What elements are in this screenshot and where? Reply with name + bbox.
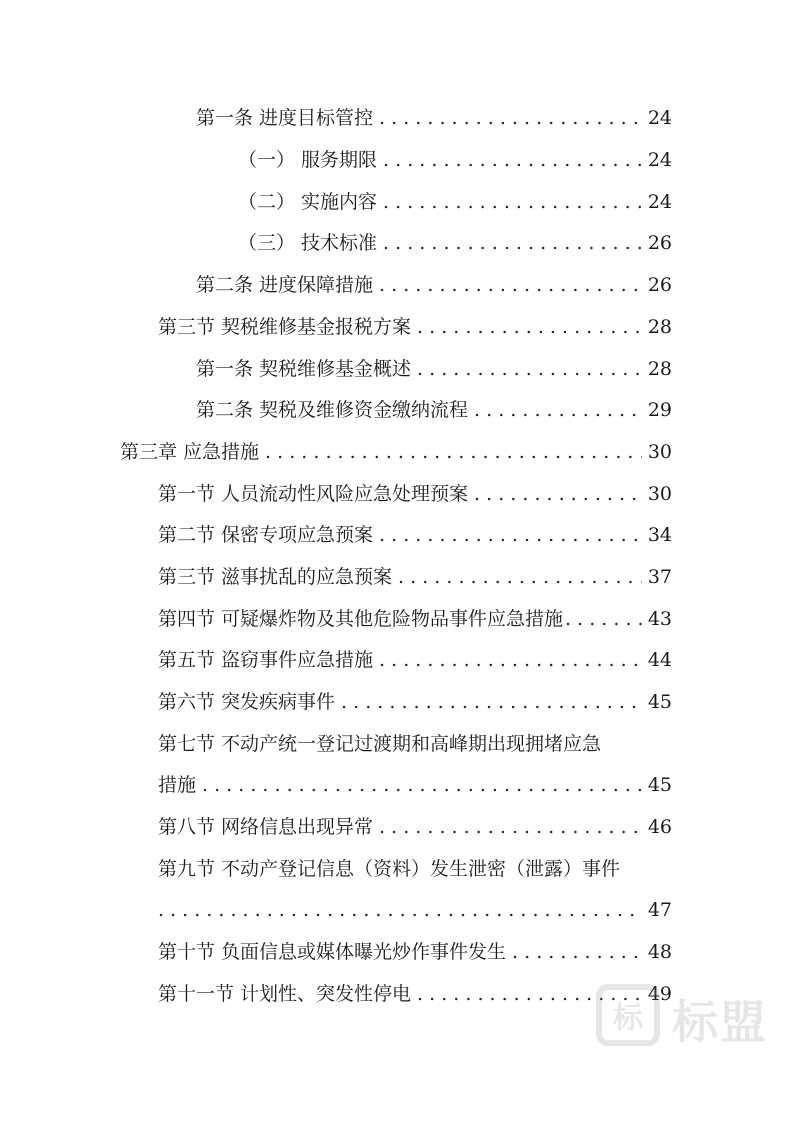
dot-leader [565, 607, 644, 631]
toc-entry-title: （二） 实施内容 [238, 191, 378, 213]
dot-leader [379, 523, 642, 547]
toc-entry-title: 第三节 滋事扰乱的应急预案 [158, 566, 393, 588]
dot-leader [379, 106, 642, 130]
toc-entry-title: （三） 技术标准 [238, 232, 378, 254]
toc-entry-title[interactable]: 第七节 不动产统一登记过渡期和高峰期出现拥堵应急 [158, 733, 602, 755]
toc-entry[interactable] [158, 815, 672, 839]
toc-page-number: 24 [647, 107, 672, 129]
dot-leader [265, 440, 642, 464]
toc-entry[interactable] [196, 106, 672, 130]
dot-leader [341, 690, 642, 714]
toc-entry[interactable] [158, 898, 672, 922]
dot-leader [512, 940, 642, 964]
toc-entry[interactable] [238, 231, 672, 255]
toc-entry-title: 第三章 应急措施 [120, 441, 260, 463]
toc-entry[interactable] [158, 648, 672, 672]
toc-entry-title: 第十一节 计划性、突发性停电 [158, 983, 412, 1005]
toc-entry[interactable] [158, 690, 672, 714]
toc-entry-title: 第八节 网络信息出现异常 [158, 816, 374, 838]
toc-entry-title: 第五节 盗窃事件应急措施 [158, 649, 374, 671]
toc-entry-title[interactable]: 第九节 不动产登记信息（资料）发生泄密（泄露）事件 [158, 858, 621, 880]
watermark-icon: 标 [596, 984, 660, 1046]
watermark-logo [596, 982, 786, 1052]
dot-leader [474, 398, 642, 422]
dot-leader [398, 565, 642, 589]
dot-leader [417, 315, 642, 339]
toc-entry[interactable] [158, 982, 672, 1006]
toc-entry[interactable] [158, 315, 672, 339]
toc-entry-title: 第二节 保密专项应急预案 [158, 524, 374, 546]
toc-page-number: 37 [647, 566, 672, 588]
toc-entry[interactable] [158, 607, 672, 631]
watermark-text: 标盟 [672, 995, 768, 1049]
toc-entry[interactable] [158, 523, 672, 547]
toc-entry-title: 第一条 契税维修基金概述 [196, 358, 412, 380]
toc-entry[interactable] [238, 190, 672, 214]
toc-page-number: 45 [647, 691, 672, 713]
toc-entry[interactable] [120, 440, 672, 464]
dot-leader [202, 773, 642, 797]
dot-leader [379, 273, 642, 297]
toc-page-number: 47 [647, 899, 672, 921]
dot-leader [383, 231, 642, 255]
toc-page-number: 45 [647, 774, 672, 796]
dot-leader [474, 482, 642, 506]
toc-entry[interactable] [196, 398, 672, 422]
toc-entry[interactable] [196, 273, 672, 297]
toc-page-number: 29 [647, 399, 672, 421]
toc-page-number: 26 [647, 274, 672, 296]
toc-page-number: 49 [647, 983, 672, 1005]
toc-entry-title: 第二条 进度保障措施 [196, 274, 374, 296]
toc-entry-title: 措施 [158, 774, 197, 796]
toc-entry-title: 第六节 突发疾病事件 [158, 691, 336, 713]
toc-page-number: 34 [647, 524, 672, 546]
dot-leader [379, 815, 642, 839]
toc-entry-title: 第十节 负面信息或媒体曝光炒作事件发生 [158, 941, 507, 963]
dot-leader [383, 190, 642, 214]
toc-page-number: 30 [647, 483, 672, 505]
toc-entry-title: 第四节 可疑爆炸物及其他危险物品事件应急措施 [158, 608, 564, 630]
toc-entry-title: 第一节 人员流动性风险应急处理预案 [158, 483, 469, 505]
toc-entry-title: 第二条 契税及维修资金缴纳流程 [196, 399, 469, 421]
toc-page-number: 44 [647, 649, 672, 671]
toc-entry[interactable] [158, 565, 672, 589]
dot-leader [417, 357, 642, 381]
toc-entry[interactable] [158, 773, 672, 797]
dot-leader [158, 898, 642, 922]
dot-leader [383, 148, 642, 172]
toc-entry-title: 第三节 契税维修基金报税方案 [158, 316, 412, 338]
toc-page-number: 24 [647, 191, 672, 213]
toc-entry[interactable] [158, 940, 672, 964]
toc-page-number: 43 [647, 608, 672, 630]
toc-entry[interactable] [238, 148, 672, 172]
toc-entry[interactable] [196, 357, 672, 381]
toc-page-number: 46 [647, 816, 672, 838]
toc-page-number: 48 [647, 941, 672, 963]
toc-entry-title: 第一条 进度目标管控 [196, 107, 374, 129]
toc-page-number: 28 [647, 316, 672, 338]
toc-entry-title: （一） 服务期限 [238, 149, 378, 171]
toc-page-number: 30 [647, 441, 672, 463]
dot-leader [379, 648, 642, 672]
toc-page-number: 26 [647, 232, 672, 254]
toc-page-number: 24 [647, 149, 672, 171]
toc-entry[interactable] [158, 482, 672, 506]
toc-page-number: 28 [647, 358, 672, 380]
